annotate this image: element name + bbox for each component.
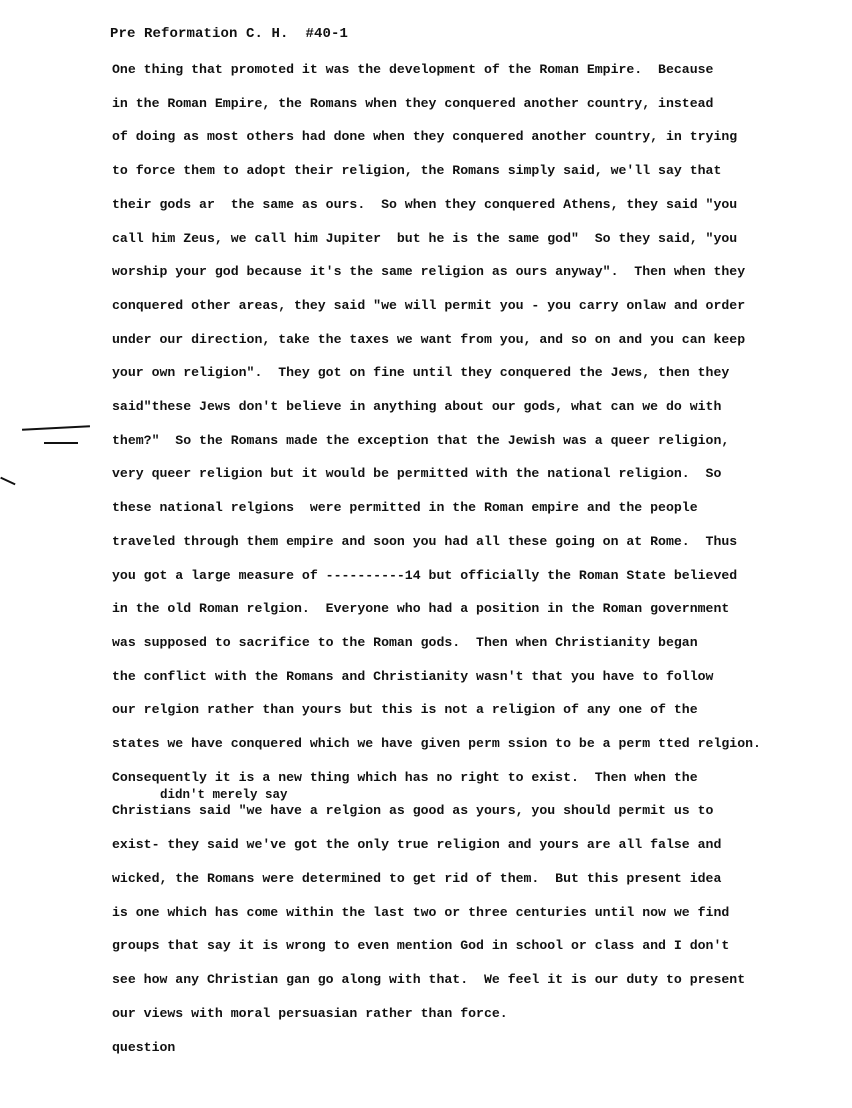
margin-mark-icon [22,425,90,431]
text-line: Consequently it is a new thing which has no right to exist. Then when the [112,769,698,785]
text-line: our views with moral persuasian rather than force. [112,1005,508,1021]
text-line: them?" So the Romans made the exception that the Jewish was a queer religion, [112,432,730,448]
text-line: our relgion rather than yours but this is not a religion of any one of the [112,702,698,718]
text-line: in the Roman Empire, the Romans when they conquered another country, instead [112,95,714,111]
text-line: groups that say it is wrong to even mention God in school or class and I don't [112,938,730,954]
text-line: call him Zeus, we call him Jupiter but he is the same god" So they said, "you [112,230,738,246]
text-line: exist- they said we've got the only true religion and yours are all false and [112,837,722,853]
handwritten-insertion: didn't merely say [160,788,288,802]
text-line: their gods ar the same as ours. So when they conquered Athens, they said "you [112,196,738,212]
text-line: Christians said "we have a relgion as good as yours, you should permit us to [112,803,714,819]
text-line: said"these Jews don't believe in anything about our gods, what can we do with [112,399,722,414]
text-line: One thing that promoted it was the development of the Roman Empire. Because [112,62,714,77]
text-line: wicked, the Romans were determined to get rid of them. But this present idea [112,870,722,886]
text-line: worship your god because it's the same religion as ours anyway". Then when they [112,264,746,280]
text-line: see how any Christian gan go along with that. We feel it is our duty to present [112,971,746,987]
text-line: in the old Roman relgion. Everyone who had a position in the Roman government [112,601,730,617]
page-header: Pre Reformation C. H. #40-1 [110,26,349,42]
footer-text: question [112,1040,176,1055]
text-line: to force them to adopt their religion, the Romans simply said, we'll say that [112,163,722,179]
margin-mark-icon [0,477,15,485]
text-line: the conflict with the Romans and Christianity wasn't that you have to follow [112,668,714,684]
text-line: of doing as most others had done when they conquered another country, in trying [112,129,738,145]
text-line: states we have conquered which we have given perm ssion to be a perm tted relgion. [112,736,761,751]
text-line: traveled through them empire and soon you had all these going on at Rome. Thus [112,533,738,549]
text-line: very queer religion but it would be permitted with the national religion. So [112,466,722,482]
margin-mark-icon [44,442,78,444]
text-line: is one which has come within the last two or three centuries until now we find [112,904,730,920]
text-line: these national relgions were permitted in the Roman empire and the people [112,500,698,516]
text-line: you got a large measure of ----------14 but officially the Roman State believed [112,567,738,583]
text-line: under our direction, take the taxes we want from you, and so on and you can keep [112,331,746,347]
text-line: your own religion". They got on fine until they conquered the Jews, then they [112,365,730,381]
text-line: was supposed to sacrifice to the Roman gods. Then when Christianity began [112,634,698,650]
text-line: conquered other areas, they said "we will permit you - you carry onlaw and order [112,297,746,313]
